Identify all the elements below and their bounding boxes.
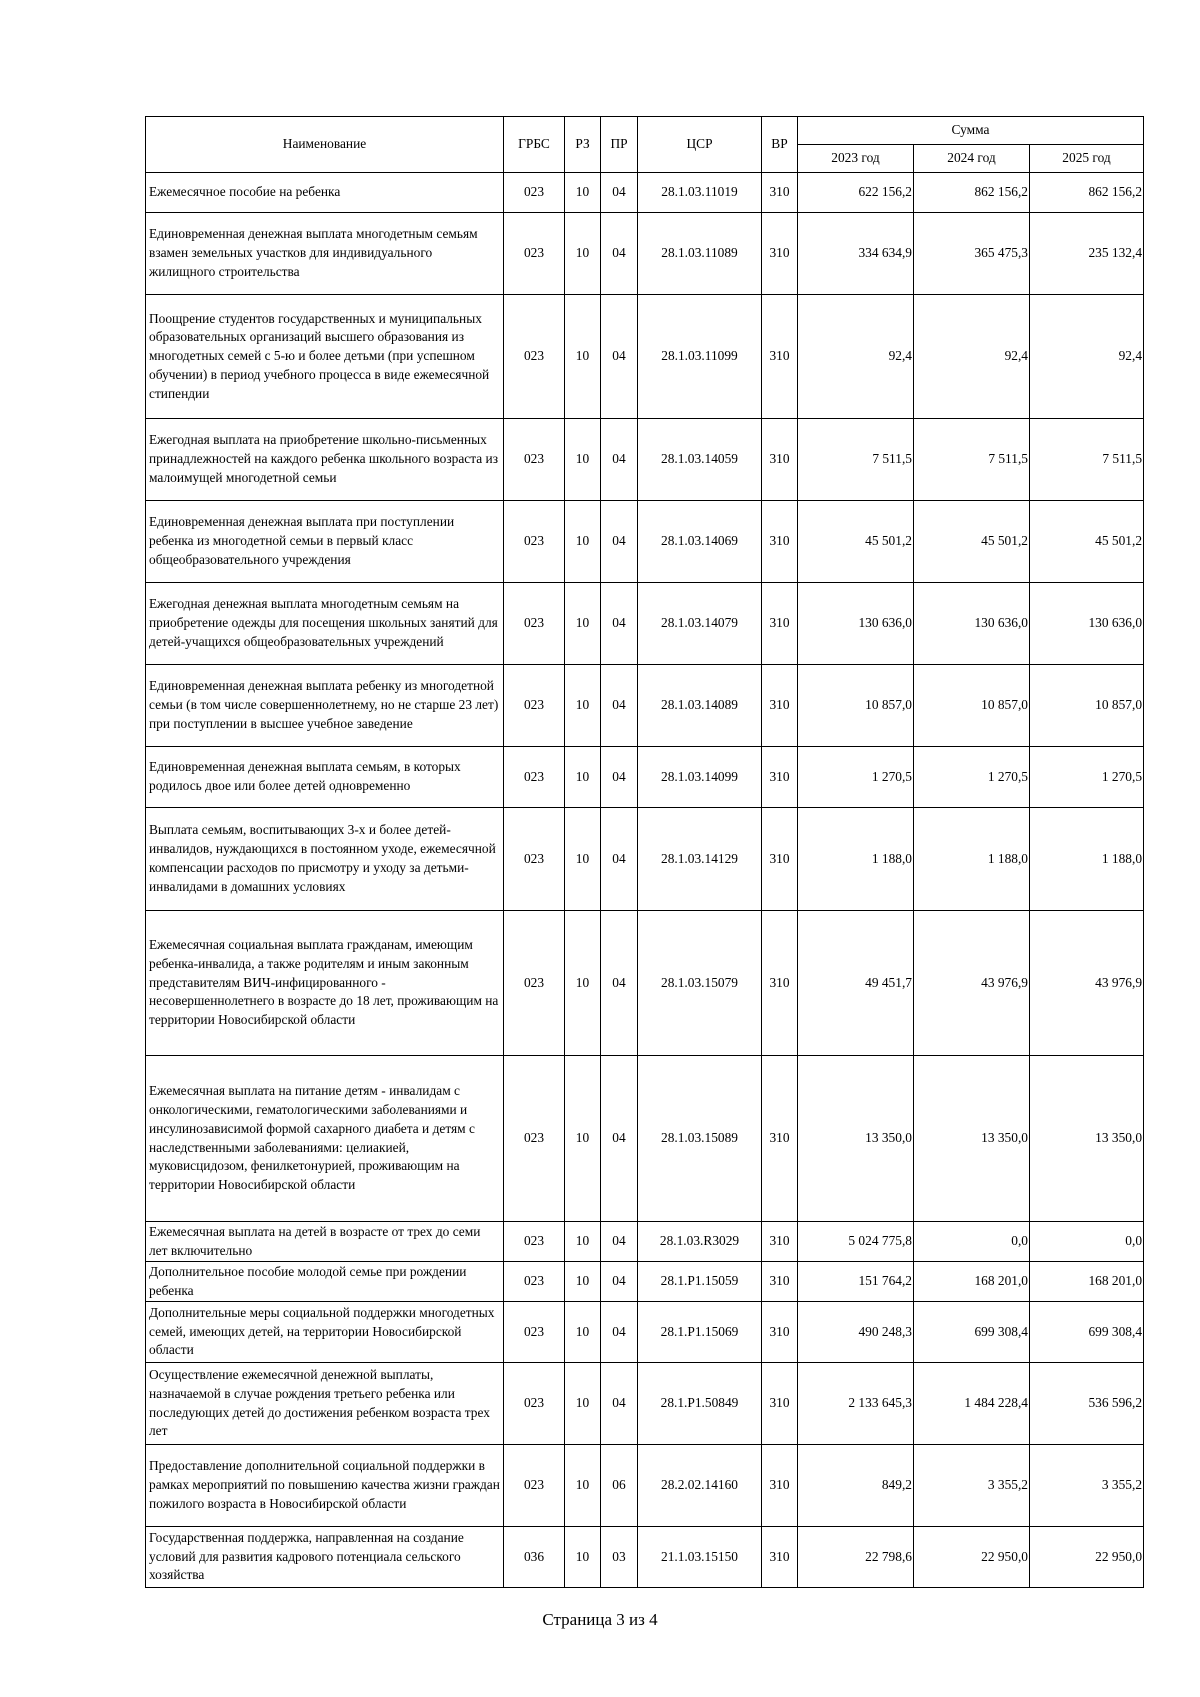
cell-sum-2023: 5 024 775,8 bbox=[798, 1222, 914, 1262]
cell-csr: 28.1.03.11019 bbox=[638, 173, 762, 213]
cell-sum-2023: 22 798,6 bbox=[798, 1527, 914, 1588]
cell-sum-2024: 45 501,2 bbox=[914, 501, 1030, 583]
cell-grbs: 023 bbox=[504, 501, 565, 583]
cell-pr: 03 bbox=[601, 1527, 638, 1588]
cell-name: Осуществление ежемесячной денежной выплаты, назначаемой в случае рождения третьего ребенка или последующих детей до достижения ребенком возраста трех лет bbox=[146, 1363, 504, 1445]
cell-sum-2025: 22 950,0 bbox=[1030, 1527, 1144, 1588]
cell-sum-2024: 168 201,0 bbox=[914, 1262, 1030, 1302]
cell-sum-2023: 1 270,5 bbox=[798, 747, 914, 808]
table-row bbox=[146, 213, 1144, 295]
table-row bbox=[146, 1445, 1144, 1527]
cell-pr: 04 bbox=[601, 501, 638, 583]
cell-vr: 310 bbox=[762, 501, 798, 583]
cell-sum-2023: 334 634,9 bbox=[798, 213, 914, 295]
cell-rz: 10 bbox=[565, 1222, 601, 1262]
cell-sum-2025: 7 511,5 bbox=[1030, 419, 1144, 501]
cell-grbs: 023 bbox=[504, 1262, 565, 1302]
cell-sum-2025: 1 188,0 bbox=[1030, 808, 1144, 911]
cell-vr: 310 bbox=[762, 173, 798, 213]
cell-sum-2024: 1 484 228,4 bbox=[914, 1363, 1030, 1445]
cell-name: Единовременная денежная выплата семьям, в которых родилось двое или более детей одновременно bbox=[146, 747, 504, 808]
cell-vr: 310 bbox=[762, 747, 798, 808]
cell-vr: 310 bbox=[762, 583, 798, 665]
cell-sum-2025: 3 355,2 bbox=[1030, 1445, 1144, 1527]
cell-name: Ежемесячная выплата на детей в возрасте от трех до семи лет включительно bbox=[146, 1222, 504, 1262]
cell-csr: 28.1.P1.50849 bbox=[638, 1363, 762, 1445]
cell-sum-2024: 1 188,0 bbox=[914, 808, 1030, 911]
cell-pr: 04 bbox=[601, 911, 638, 1056]
cell-sum-2024: 13 350,0 bbox=[914, 1056, 1030, 1222]
cell-sum-2025: 862 156,2 bbox=[1030, 173, 1144, 213]
cell-vr: 310 bbox=[762, 1262, 798, 1302]
cell-sum-2023: 1 188,0 bbox=[798, 808, 914, 911]
cell-pr: 04 bbox=[601, 665, 638, 747]
cell-sum-2023: 7 511,5 bbox=[798, 419, 914, 501]
cell-rz: 10 bbox=[565, 911, 601, 1056]
cell-sum-2023: 622 156,2 bbox=[798, 173, 914, 213]
cell-pr: 04 bbox=[601, 1262, 638, 1302]
cell-sum-2024: 22 950,0 bbox=[914, 1527, 1030, 1588]
table-row bbox=[146, 1302, 1144, 1363]
budget-table bbox=[145, 116, 1144, 1588]
cell-sum-2023: 130 636,0 bbox=[798, 583, 914, 665]
page-number: Страница 3 из 4 bbox=[542, 1610, 658, 1629]
cell-name: Единовременная денежная выплата многодетным семьям взамен земельных участков для индивидуального жилищного строительства bbox=[146, 213, 504, 295]
cell-pr: 04 bbox=[601, 747, 638, 808]
cell-grbs: 023 bbox=[504, 1222, 565, 1262]
table-row bbox=[146, 501, 1144, 583]
cell-csr: 28.1.03.14129 bbox=[638, 808, 762, 911]
cell-sum-2024: 0,0 bbox=[914, 1222, 1030, 1262]
cell-sum-2024: 862 156,2 bbox=[914, 173, 1030, 213]
cell-pr: 04 bbox=[601, 1056, 638, 1222]
cell-sum-2024: 92,4 bbox=[914, 295, 1030, 419]
cell-pr: 04 bbox=[601, 295, 638, 419]
table-row bbox=[146, 747, 1144, 808]
header-name: Наименование bbox=[146, 117, 504, 173]
cell-name: Дополнительные меры социальной поддержки многодетных семей, имеющих детей, на территории Новосибирской области bbox=[146, 1302, 504, 1363]
table-row bbox=[146, 665, 1144, 747]
cell-rz: 10 bbox=[565, 747, 601, 808]
cell-sum-2025: 235 132,4 bbox=[1030, 213, 1144, 295]
cell-rz: 10 bbox=[565, 295, 601, 419]
header-sum: Сумма bbox=[798, 117, 1144, 145]
cell-csr: 28.1.03.14089 bbox=[638, 665, 762, 747]
cell-name: Выплата семьям, воспитывающих 3-х и более детей-инвалидов, нуждающихся в постоянном уходе, ежемесячной компенсации расходов по присмотру и уходу за детьми-инвалидами в домашних условиях bbox=[146, 808, 504, 911]
cell-grbs: 023 bbox=[504, 1445, 565, 1527]
cell-name: Ежемесячная социальная выплата гражданам, имеющим ребенка-инвалида, а также родителям и иным законным представителям ВИЧ-инфицированного - несовершеннолетнего в возрасте до 18 лет, проживающим на территории Новосибирской области bbox=[146, 911, 504, 1056]
cell-rz: 10 bbox=[565, 501, 601, 583]
cell-sum-2023: 13 350,0 bbox=[798, 1056, 914, 1222]
cell-sum-2025: 0,0 bbox=[1030, 1222, 1144, 1262]
header-year-2024: 2024 год bbox=[914, 145, 1030, 173]
cell-rz: 10 bbox=[565, 213, 601, 295]
cell-csr: 28.2.02.14160 bbox=[638, 1445, 762, 1527]
cell-vr: 310 bbox=[762, 911, 798, 1056]
cell-sum-2023: 45 501,2 bbox=[798, 501, 914, 583]
cell-rz: 10 bbox=[565, 1262, 601, 1302]
cell-pr: 06 bbox=[601, 1445, 638, 1527]
cell-rz: 10 bbox=[565, 419, 601, 501]
cell-rz: 10 bbox=[565, 1445, 601, 1527]
cell-pr: 04 bbox=[601, 213, 638, 295]
cell-vr: 310 bbox=[762, 808, 798, 911]
cell-sum-2025: 92,4 bbox=[1030, 295, 1144, 419]
cell-csr: 28.1.03.15089 bbox=[638, 1056, 762, 1222]
cell-vr: 310 bbox=[762, 665, 798, 747]
cell-pr: 04 bbox=[601, 419, 638, 501]
cell-sum-2025: 130 636,0 bbox=[1030, 583, 1144, 665]
cell-rz: 10 bbox=[565, 665, 601, 747]
cell-grbs: 023 bbox=[504, 1056, 565, 1222]
table-row bbox=[146, 583, 1144, 665]
cell-csr: 28.1.03.15079 bbox=[638, 911, 762, 1056]
cell-sum-2024: 10 857,0 bbox=[914, 665, 1030, 747]
cell-sum-2024: 7 511,5 bbox=[914, 419, 1030, 501]
cell-rz: 10 bbox=[565, 173, 601, 213]
cell-csr: 21.1.03.15150 bbox=[638, 1527, 762, 1588]
cell-sum-2025: 45 501,2 bbox=[1030, 501, 1144, 583]
table-row bbox=[146, 1363, 1144, 1445]
table-row bbox=[146, 295, 1144, 419]
cell-pr: 04 bbox=[601, 173, 638, 213]
cell-name: Ежегодная денежная выплата многодетным семьям на приобретение одежды для посещения школьных занятий для детей-учащихся общеобразовательных учреждений bbox=[146, 583, 504, 665]
cell-sum-2023: 92,4 bbox=[798, 295, 914, 419]
cell-grbs: 023 bbox=[504, 911, 565, 1056]
cell-rz: 10 bbox=[565, 1056, 601, 1222]
cell-pr: 04 bbox=[601, 1222, 638, 1262]
cell-vr: 310 bbox=[762, 295, 798, 419]
cell-rz: 10 bbox=[565, 808, 601, 911]
cell-name: Единовременная денежная выплата ребенку из многодетной семьи (в том числе совершеннолетнему, но не старше 23 лет) при поступлении в высшее учебное заведение bbox=[146, 665, 504, 747]
cell-sum-2025: 10 857,0 bbox=[1030, 665, 1144, 747]
cell-vr: 310 bbox=[762, 213, 798, 295]
cell-sum-2023: 849,2 bbox=[798, 1445, 914, 1527]
header-csr: ЦСР bbox=[638, 117, 762, 173]
cell-sum-2023: 151 764,2 bbox=[798, 1262, 914, 1302]
cell-rz: 10 bbox=[565, 1302, 601, 1363]
cell-sum-2024: 130 636,0 bbox=[914, 583, 1030, 665]
table-row bbox=[146, 1222, 1144, 1262]
cell-pr: 04 bbox=[601, 1302, 638, 1363]
cell-pr: 04 bbox=[601, 808, 638, 911]
cell-name: Дополнительное пособие молодой семье при рождении ребенка bbox=[146, 1262, 504, 1302]
table-row bbox=[146, 1527, 1144, 1588]
cell-grbs: 023 bbox=[504, 419, 565, 501]
cell-name: Предоставление дополнительной социальной поддержки в рамках мероприятий по повышению качества жизни граждан пожилого возраста в Новосибирской области bbox=[146, 1445, 504, 1527]
table-row bbox=[146, 911, 1144, 1056]
table-row bbox=[146, 1262, 1144, 1302]
cell-grbs: 023 bbox=[504, 665, 565, 747]
cell-csr: 28.1.P1.15069 bbox=[638, 1302, 762, 1363]
cell-name: Ежегодная выплата на приобретение школьно-письменных принадлежностей на каждого ребенка школьного возраста из малоимущей многодетной семьи bbox=[146, 419, 504, 501]
cell-vr: 310 bbox=[762, 1363, 798, 1445]
table-row bbox=[146, 1056, 1144, 1222]
cell-vr: 310 bbox=[762, 1056, 798, 1222]
table-row bbox=[146, 419, 1144, 501]
cell-name: Поощрение студентов государственных и муниципальных образовательных организаций высшего образования из многодетных семей с 5-ю и более детьми (при успешном обучении) в период учебного процесса в виде ежемесячной стипендии bbox=[146, 295, 504, 419]
cell-sum-2025: 43 976,9 bbox=[1030, 911, 1144, 1056]
table-row bbox=[146, 173, 1144, 213]
cell-grbs: 023 bbox=[504, 213, 565, 295]
cell-vr: 310 bbox=[762, 1302, 798, 1363]
cell-sum-2023: 10 857,0 bbox=[798, 665, 914, 747]
cell-sum-2023: 490 248,3 bbox=[798, 1302, 914, 1363]
cell-name: Ежемесячное пособие на ребенка bbox=[146, 173, 504, 213]
cell-sum-2024: 699 308,4 bbox=[914, 1302, 1030, 1363]
cell-sum-2025: 699 308,4 bbox=[1030, 1302, 1144, 1363]
cell-vr: 310 bbox=[762, 1222, 798, 1262]
cell-rz: 10 bbox=[565, 583, 601, 665]
cell-vr: 310 bbox=[762, 1445, 798, 1527]
cell-csr: 28.1.03.14059 bbox=[638, 419, 762, 501]
cell-vr: 310 bbox=[762, 419, 798, 501]
cell-sum-2025: 13 350,0 bbox=[1030, 1056, 1144, 1222]
header-rz: РЗ bbox=[565, 117, 601, 173]
cell-csr: 28.1.03.11099 bbox=[638, 295, 762, 419]
cell-sum-2024: 43 976,9 bbox=[914, 911, 1030, 1056]
cell-grbs: 023 bbox=[504, 583, 565, 665]
cell-sum-2025: 1 270,5 bbox=[1030, 747, 1144, 808]
cell-sum-2024: 1 270,5 bbox=[914, 747, 1030, 808]
cell-pr: 04 bbox=[601, 1363, 638, 1445]
cell-csr: 28.1.03.11089 bbox=[638, 213, 762, 295]
cell-csr: 28.1.03.R3029 bbox=[638, 1222, 762, 1262]
cell-grbs: 023 bbox=[504, 173, 565, 213]
header-grbs: ГРБС bbox=[504, 117, 565, 173]
header-pr: ПР bbox=[601, 117, 638, 173]
cell-vr: 310 bbox=[762, 1527, 798, 1588]
cell-grbs: 023 bbox=[504, 747, 565, 808]
cell-sum-2023: 2 133 645,3 bbox=[798, 1363, 914, 1445]
cell-name: Ежемесячная выплата на питание детям - инвалидам с онкологическими, гематологическими заболеваниями и инсулинозависимой формой сахарного диабета и детям с наследственными заболеваниями: целиакией, муковисцидозом, фенилкетонурией, проживающим на территории Новосибирской области bbox=[146, 1056, 504, 1222]
header-year-2023: 2023 год bbox=[798, 145, 914, 173]
cell-sum-2025: 168 201,0 bbox=[1030, 1262, 1144, 1302]
cell-name: Единовременная денежная выплата при поступлении ребенка из многодетной семьи в первый класс общеобразовательного учреждения bbox=[146, 501, 504, 583]
cell-rz: 10 bbox=[565, 1363, 601, 1445]
cell-sum-2025: 536 596,2 bbox=[1030, 1363, 1144, 1445]
cell-csr: 28.1.03.14079 bbox=[638, 583, 762, 665]
cell-rz: 10 bbox=[565, 1527, 601, 1588]
cell-grbs: 036 bbox=[504, 1527, 565, 1588]
cell-grbs: 023 bbox=[504, 1302, 565, 1363]
cell-sum-2024: 3 355,2 bbox=[914, 1445, 1030, 1527]
table-row bbox=[146, 808, 1144, 911]
cell-sum-2024: 365 475,3 bbox=[914, 213, 1030, 295]
cell-csr: 28.1.P1.15059 bbox=[638, 1262, 762, 1302]
header-vr: ВР bbox=[762, 117, 798, 173]
header-year-2025: 2025 год bbox=[1030, 145, 1144, 173]
cell-name: Государственная поддержка, направленная на создание условий для развития кадрового потенциала сельского хозяйства bbox=[146, 1527, 504, 1588]
cell-pr: 04 bbox=[601, 583, 638, 665]
cell-sum-2023: 49 451,7 bbox=[798, 911, 914, 1056]
cell-csr: 28.1.03.14099 bbox=[638, 747, 762, 808]
cell-grbs: 023 bbox=[504, 1363, 565, 1445]
cell-grbs: 023 bbox=[504, 295, 565, 419]
cell-csr: 28.1.03.14069 bbox=[638, 501, 762, 583]
table-body bbox=[146, 173, 1144, 1588]
cell-grbs: 023 bbox=[504, 808, 565, 911]
